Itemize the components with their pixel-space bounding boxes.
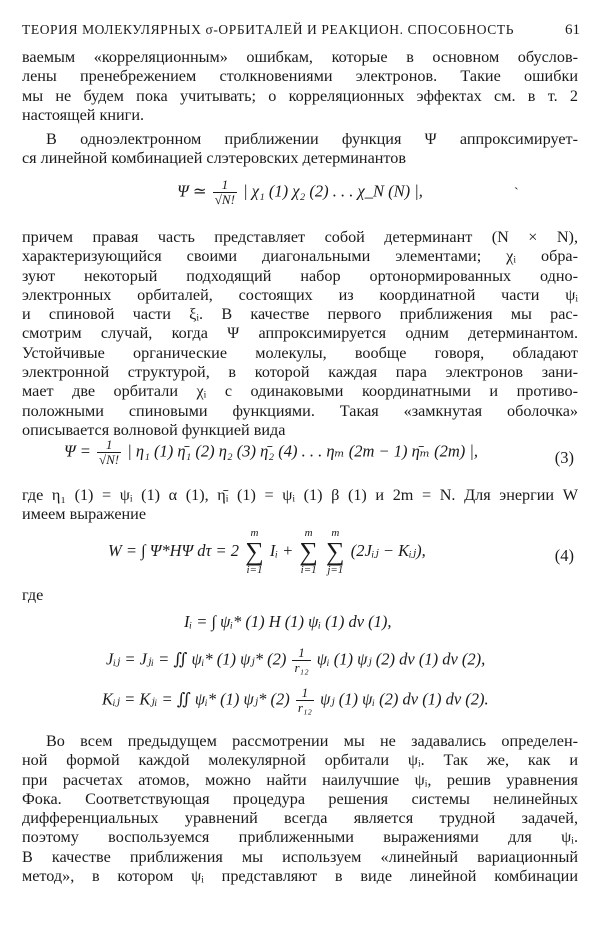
fraction-numerator: 1 bbox=[296, 686, 314, 701]
formula-rhs: ψⱼ (1) ψᵢ (2) dv (1) dv (2). bbox=[320, 689, 489, 709]
text-line: мы не будем пока учитывать; о корреляционных эффектах см. в т. 2 bbox=[22, 86, 578, 105]
formula-lhs: Jᵢⱼ = Jⱼᵢ = ∬ ψᵢ* (1) ψⱼ* (2) bbox=[106, 649, 287, 669]
where-label-block bbox=[22, 586, 578, 605]
formula-middle: Iᵢ + bbox=[269, 540, 294, 560]
text-line: поэтому воспользуемся приближенными выражениями для ψᵢ. bbox=[22, 828, 578, 847]
fraction bbox=[213, 178, 237, 207]
sigma-icon: ∑ bbox=[326, 537, 345, 566]
sum-symbol bbox=[326, 528, 345, 576]
sum-lower-limit: i=1 bbox=[300, 564, 317, 576]
page-number: 61 bbox=[565, 22, 580, 38]
formula-J bbox=[0, 646, 600, 675]
fraction bbox=[97, 438, 121, 467]
sum-symbol bbox=[299, 528, 318, 576]
text-line: характеризующийся своими диагональными элементами; χᵢ обра- bbox=[22, 247, 578, 266]
sum-lower-limit: i=1 bbox=[246, 564, 263, 576]
text-line: настоящей книги. bbox=[22, 105, 145, 124]
fraction bbox=[292, 646, 310, 675]
paragraph-4 bbox=[22, 486, 578, 525]
formula-rhs: ψᵢ (1) ψⱼ (2) dv (1) dv (2), bbox=[316, 649, 486, 669]
where-label: где bbox=[22, 586, 44, 604]
text-line: электронных орбиталей, состоящих из координатной части ψᵢ bbox=[22, 285, 578, 304]
formula-closed-shell bbox=[0, 438, 600, 467]
text-line: Устойчивые органические молекулы, вообще говоря, обладают bbox=[22, 343, 578, 362]
text-line: ся линейной комбинацией слэтеровских детерминантов bbox=[22, 149, 407, 168]
text-line: описывается волновой функцией вида bbox=[22, 420, 286, 439]
fraction-denominator: r₁₂ bbox=[297, 700, 312, 715]
paragraph-5 bbox=[22, 732, 578, 886]
text-line: В одноэлектронном приближении функция Ψ аппроксимирует- bbox=[46, 130, 578, 148]
formula-slater-determinant bbox=[0, 178, 600, 207]
sum-upper-limit: m bbox=[250, 527, 259, 539]
fraction-numerator: 1 bbox=[292, 646, 310, 661]
formula-lhs: Kᵢⱼ = Kⱼᵢ = ∬ ψᵢ* (1) ψⱼ* (2) bbox=[102, 689, 290, 709]
text-line: зуют некоторый подходящий набор ортонормированных одно- bbox=[22, 266, 578, 285]
text-line: смотрим случай, когда Ψ аппроксимируется одним детерминантом. bbox=[22, 324, 578, 343]
sum-upper-limit: m bbox=[331, 527, 340, 539]
text-line: Фока. Соответствующая процедура решения системы нелинейных bbox=[22, 789, 578, 808]
text-line: дифференциальных уравнений всегда является трудной задачей, bbox=[22, 809, 578, 828]
text-line: имеем выражение bbox=[22, 505, 147, 524]
stray-mark: ` bbox=[514, 186, 519, 201]
formula-lhs: W = ∫ Ψ*HΨ dτ = 2 bbox=[108, 540, 240, 560]
sum-symbol bbox=[245, 528, 264, 576]
page-header bbox=[22, 22, 580, 39]
formula-I-text: Iᵢ = ∫ ψᵢ* (1) H (1) ψᵢ (1) dv (1), bbox=[184, 612, 392, 631]
paragraph-2 bbox=[22, 130, 578, 169]
text-line: при расчетах атомов, можно найти наилучшие ψᵢ, решив уравнения bbox=[22, 770, 578, 789]
fraction-numerator: 1 bbox=[213, 178, 237, 193]
running-title: ТЕОРИЯ МОЛЕКУЛЯРНЫХ σ-ОРБИТАЛЕЙ И РЕАКЦИОН. СПОСОБНОСТЬ bbox=[22, 22, 515, 37]
formula-I bbox=[0, 612, 600, 632]
text-line: электронной структурой, в которой каждая пара электронов зани- bbox=[22, 363, 578, 382]
formula-energy bbox=[0, 528, 600, 576]
formula-rhs: (2Jᵢⱼ − Kᵢⱼ), bbox=[350, 540, 426, 560]
sum-upper-limit: m bbox=[304, 527, 313, 539]
sigma-icon: ∑ bbox=[245, 537, 264, 566]
text-line: ной формой каждой молекулярной орбитали ψᵢ. Так же, как и bbox=[22, 751, 578, 770]
text-line: где η₁ (1) = ψᵢ (1) α (1), η̄ᵢ (1) = ψᵢ (1) β (1) и 2m = N. Для энергии W bbox=[22, 486, 578, 504]
paragraph-3 bbox=[22, 228, 578, 440]
fraction-denominator: r₁₂ bbox=[294, 660, 309, 675]
fraction bbox=[296, 686, 314, 715]
sum-lower-limit: j=1 bbox=[327, 564, 344, 576]
text-line: Во всем предыдущем рассмотрении мы не задавались определен- bbox=[46, 732, 578, 750]
formula-rhs: | χ₁ (1) χ₂ (2) . . . χ_N (N) |, bbox=[243, 181, 423, 201]
formula-lhs: Ψ = bbox=[64, 441, 91, 461]
text-line: метод», в котором ψᵢ представляют в виде линейной комбинации bbox=[22, 867, 578, 886]
fraction-denominator: √N! bbox=[99, 452, 120, 467]
equation-number: (3) bbox=[554, 448, 574, 467]
equation-number: (4) bbox=[554, 546, 574, 565]
formula-lhs: Ψ ≃ bbox=[177, 181, 207, 201]
paragraph-1 bbox=[22, 48, 578, 125]
text-line: и спиновой части ξᵢ. В качестве первого приближения мы рас- bbox=[22, 305, 578, 324]
formula-K bbox=[0, 686, 600, 715]
text-line: причем правая часть представляет собой детерминант (N × N), bbox=[22, 228, 578, 246]
text-line: мает две орбитали χᵢ с одинаковыми координатными и противо- bbox=[22, 382, 578, 401]
sigma-icon: ∑ bbox=[299, 537, 318, 566]
fraction-numerator: 1 bbox=[97, 438, 121, 453]
fraction-denominator: √N! bbox=[214, 192, 235, 207]
text-line: ваемым «корреляционным» ошибкам, которые в основном обуслов- bbox=[22, 48, 578, 66]
text-line: лены пренебрежением столкновениями электронов. Такие ошибки bbox=[22, 67, 578, 86]
text-line: положными спиновыми функциями. Такая «замкнутая оболочка» bbox=[22, 401, 578, 420]
formula-rhs: | η₁ (1) η̄₁ (2) η₂ (3) η̄₂ (4) . . . ηₘ (2m − 1) η̄ₘ (2m) |, bbox=[127, 441, 479, 461]
text-line: В качестве приближения мы используем «линейный вариационный bbox=[22, 847, 578, 866]
